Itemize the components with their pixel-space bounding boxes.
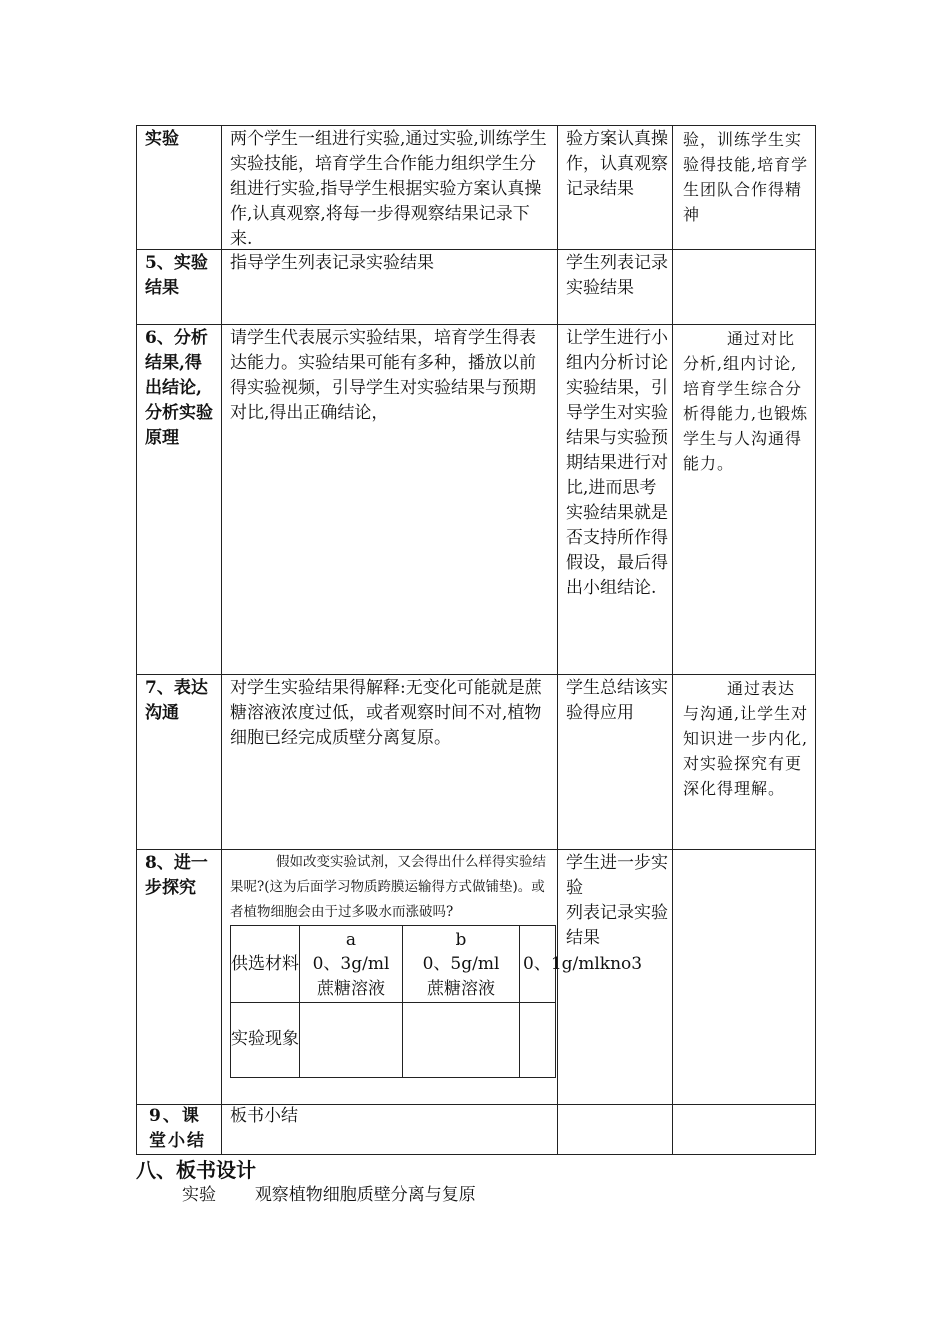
- stage-cell: [136, 849, 222, 1104]
- lesson-plan-table: [136, 125, 816, 1155]
- teacher-cell: [222, 249, 558, 324]
- teacher-cell: [222, 674, 558, 849]
- purpose-cell: [673, 1104, 816, 1154]
- table-row: [136, 1104, 816, 1154]
- student-activity: 验方案认真操作，认真观察记录结果: [566, 129, 668, 199]
- purpose-cell: [673, 249, 816, 324]
- board-design: [182, 1180, 476, 1205]
- phenomenon-cell-a: [299, 1002, 403, 1078]
- design-purpose: 通过表达与沟通,让学生对知识进一步内化,对实验探究有更深化得理解。: [683, 679, 809, 798]
- material-cell-b: [402, 925, 520, 1003]
- stage-label: 实验: [145, 129, 179, 149]
- table-row: [136, 674, 816, 849]
- purpose-cell: [673, 125, 816, 249]
- board-label: 实验: [182, 1185, 216, 1205]
- teacher-cell: [222, 324, 558, 674]
- phenomenon-row-header: [230, 1002, 300, 1078]
- teacher-cell: [222, 1104, 558, 1154]
- teacher-activity: 指导学生列表记录实验结果: [230, 253, 434, 273]
- student-cell: [558, 674, 673, 849]
- stage-label: 6、分析结果,得出结论,分析实验原理: [145, 328, 213, 448]
- student-cell: [558, 249, 673, 324]
- material-label: 0、1g/mlkno3: [523, 954, 643, 974]
- materials-header-label: 供选材料: [231, 954, 299, 974]
- phenomenon-cell-c: [519, 1002, 556, 1078]
- design-purpose: 验，训练学生实验得技能,培育学生团队合作得精神: [683, 130, 809, 224]
- student-activity: 学生进一步实验 列表记录实验结果: [566, 853, 668, 948]
- teacher-activity: 对学生实验结果得解释:无变化可能就是蔗糖溶液浓度过低，或者观察时间不对,植物细胞已经完成质壁分离复原。: [230, 678, 542, 748]
- material-label: 0、3g/ml 蔗糖溶液: [312, 954, 390, 999]
- teacher-activity: 假如改变实验试剂，又会得出什么样得实验结果呢?(这为后面学习物质跨膜运输得方式做铺垫)。或者植物细胞会由于过多吸水而涨破吗?: [230, 854, 546, 920]
- student-cell: [558, 125, 673, 249]
- section-heading: 八、板书设计: [136, 1158, 256, 1182]
- stage-cell: [136, 324, 222, 674]
- student-cell: [558, 324, 673, 674]
- student-activity: 学生列表记录实验结果: [566, 253, 668, 298]
- student-activity: 让学生进行小组内分析讨论实验结果，引导学生对实验结果与实验预期结果进行对比,进而思考实验结果就是否支持所作得假设，最后得出小组结论.: [566, 328, 668, 598]
- purpose-cell: [673, 674, 816, 849]
- purpose-cell: [673, 324, 816, 674]
- phenomenon-header-label: 实验现象: [231, 1029, 299, 1049]
- teacher-activity: 请学生代表展示实验结果，培育学生得表达能力。实验结果可能有多种，播放以前得实验视频，引导学生对实验结果与预期对比,得出正确结论，: [230, 328, 536, 423]
- stage-label: 9、课堂小结: [149, 1106, 206, 1151]
- student-activity: 学生总结该实验得应用: [566, 678, 668, 723]
- material-letter: a: [345, 930, 357, 950]
- material-cell-a: [299, 925, 403, 1003]
- stage-cell: [136, 125, 222, 249]
- stage-label: 8、进一步探究: [145, 853, 208, 898]
- table-row: [136, 125, 816, 249]
- materials-row-header: [230, 925, 300, 1003]
- stage-label: 7、表达沟通: [145, 678, 208, 723]
- phenomenon-cell-b: [402, 1002, 520, 1078]
- materials-table: [230, 925, 643, 1078]
- teacher-cell: [222, 125, 558, 249]
- stage-cell: [136, 249, 222, 324]
- stage-cell: [136, 674, 222, 849]
- stage-cell: [136, 1104, 222, 1154]
- board-title: 观察植物细胞质壁分离与复原: [254, 1185, 476, 1205]
- material-letter: b: [455, 930, 467, 950]
- teacher-activity: 两个学生一组进行实验,通过实验,训练学生实验技能，培育学生合作能力组织学生分组进行实验,指导学生根据实验方案认真操作,认真观察,将每一步得观察结果记录下来.: [230, 129, 547, 249]
- material-label: 0、5g/ml 蔗糖溶液: [422, 954, 500, 999]
- table-row: [136, 249, 816, 324]
- design-purpose: 通过对比分析,组内讨论,培育学生综合分析得能力,也锻炼学生与人沟通得能力。: [683, 329, 809, 473]
- purpose-cell: [673, 849, 816, 1104]
- student-cell: [558, 1104, 673, 1154]
- material-cell-c: [519, 925, 643, 1003]
- teacher-activity: 板书小结: [230, 1106, 298, 1126]
- stage-label: 5、实验结果: [145, 253, 208, 298]
- table-row: [136, 324, 816, 674]
